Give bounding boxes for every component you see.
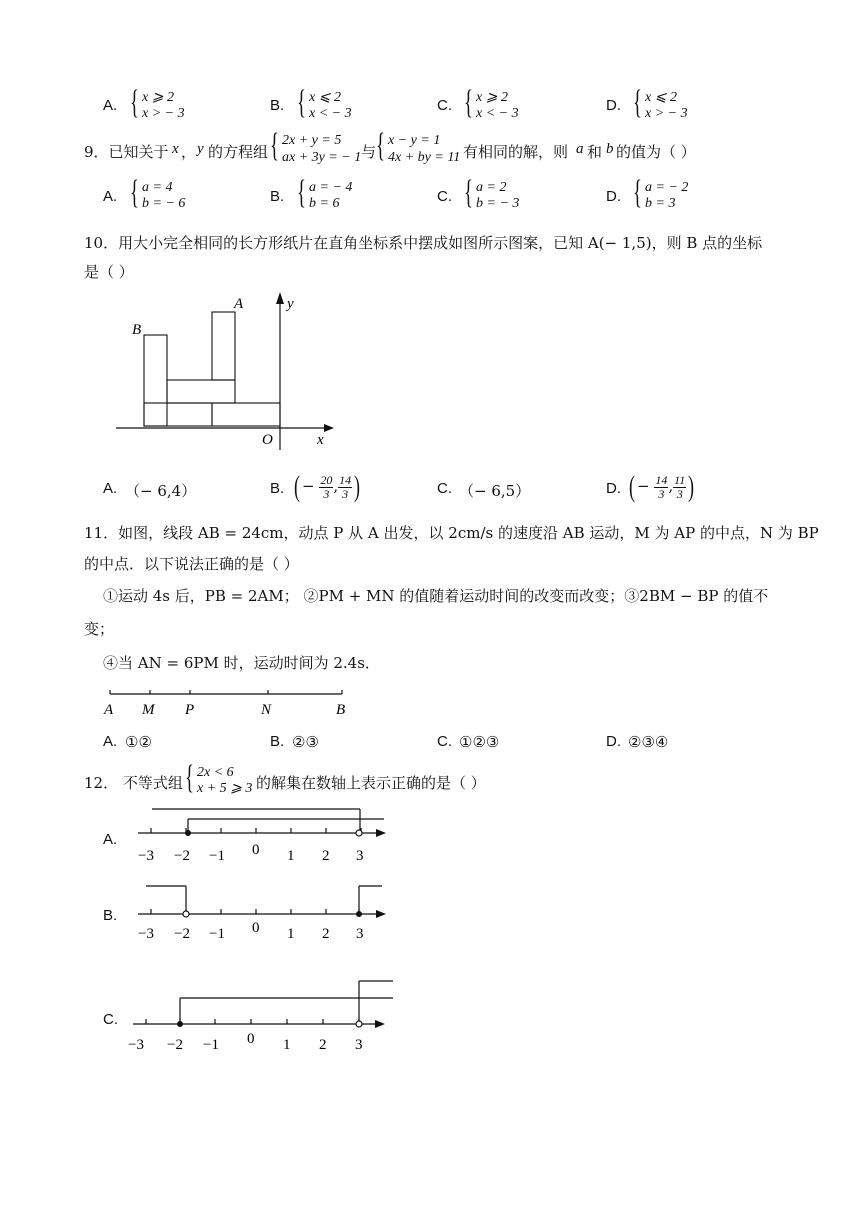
q9-prefix: 9．已知关于: [84, 143, 169, 161]
q12-prefix: 12． 不等式组: [84, 774, 183, 792]
q8-option-b-label[interactable]: B.: [270, 97, 285, 114]
q9-sys1-line1: 2x + y = 5: [282, 133, 342, 148]
q11-point-n: N: [261, 702, 272, 718]
q11-line-2: 的中点．以下说法正确的是（ ）: [84, 555, 299, 573]
q10-point-b-label: B: [132, 322, 142, 338]
q11-option-c-text: ①②③: [459, 733, 500, 751]
q10-option-c-text: （− 6,5）: [459, 482, 531, 500]
q9-option-c-label[interactable]: C.: [437, 188, 452, 205]
q11-line-5: ④当 AN = 6PM 时，运动时间为 2.4s．: [103, 654, 380, 672]
q12-a-tick-2: −1: [209, 848, 225, 864]
q12-b-tick-5: 2: [322, 926, 330, 942]
q9-sys2-line1: x − y = 1: [388, 133, 441, 148]
q9-var-x: x: [172, 141, 179, 157]
q12-b-tick-4: 1: [287, 926, 295, 942]
q11-option-b-text: ②③: [292, 733, 319, 751]
q10-d-sign: −: [637, 477, 650, 495]
q8-c-line1: x ⩾ 2: [476, 90, 508, 105]
q9-sys2-line2: 4x + by = 11: [388, 150, 461, 165]
q11-line-1: 11．如图，线段 AB = 24cm，动点 P 从 A 出发，以 2cm/s 的速度沿 AB 运动，M 为 AP 的中点，N 为 BP: [84, 524, 819, 542]
q10-option-a-label[interactable]: A.: [103, 480, 118, 497]
q12-b-tick-0: −3: [138, 926, 154, 942]
q10-y-axis-label: y: [287, 296, 294, 312]
q11-line-3: ①运动 4s 后，PB = 2AM； ②PM + MN 的值随着运动时间的改变而改变；③2BM − BP 的值不: [103, 587, 769, 605]
q10-option-b-label[interactable]: B.: [270, 480, 285, 497]
q11-option-d-label[interactable]: D.: [606, 733, 621, 750]
q10-option-a-text: （− 6,4）: [125, 482, 197, 500]
q10-x-axis-label: x: [317, 432, 324, 448]
q9-b-line1: a = − 4: [309, 180, 353, 195]
q10-line-1: 10．用大小完全相同的长方形纸片在直角坐标系中摆成如图所示图案，已知 A(− 1,5)，则 B 点的坐标: [84, 234, 763, 252]
q9-suffix-2: 的值为（ ）: [616, 143, 696, 161]
q10-rectangles-figure: [112, 288, 342, 458]
q8-a-line1: x ⩾ 2: [142, 90, 174, 105]
q12-a-tick-3: 0: [252, 842, 260, 858]
q8-b-line2: x < − 3: [309, 106, 352, 121]
q11-point-a: A: [104, 702, 114, 718]
q9-suffix-1: 有相同的解，则: [463, 143, 569, 161]
q8-option-a-label[interactable]: A.: [103, 97, 118, 114]
q11-point-b: B: [336, 702, 346, 718]
q11-option-b-label[interactable]: B.: [270, 733, 285, 750]
q12-c-tick-1: −2: [167, 1037, 183, 1053]
q11-line-4: 变；: [84, 620, 115, 638]
q9-b-line2: b = 6: [309, 196, 340, 211]
q8-a-line2: x > − 3: [142, 106, 185, 121]
q12-c-tick-0: −3: [128, 1037, 144, 1053]
q11-point-m: M: [142, 702, 155, 718]
q12-a-tick-6: 3: [356, 848, 364, 864]
q9-and: 和: [587, 143, 603, 161]
q12-a-tick-1: −2: [174, 848, 190, 864]
q12-option-a-numberline: [130, 800, 400, 870]
q10-line-2: 是（ ）: [84, 263, 134, 281]
q12-suffix: 的解集在数轴上表示正确的是（ ）: [256, 774, 486, 792]
q8-d-line2: x > − 3: [645, 106, 688, 121]
q11-option-c-label[interactable]: C.: [437, 733, 452, 750]
q12-option-b-numberline: [130, 880, 400, 942]
q10-b-frac-1: $\frac{20}{3}$: [320, 472, 333, 501]
q9-var-y: y: [197, 141, 204, 157]
q9-option-a-label[interactable]: A.: [103, 188, 118, 205]
q11-segment-figure: [100, 686, 360, 720]
q8-b-line1: x ⩽ 2: [309, 90, 341, 105]
q11-point-p: P: [185, 702, 195, 718]
q12-a-tick-0: −3: [138, 848, 154, 864]
q12-b-tick-1: −2: [174, 926, 190, 942]
q9-comma: ，: [181, 143, 197, 161]
q10-d-frac-1: $\frac{14}{3}$: [655, 472, 668, 501]
q9-joiner: 与: [361, 143, 377, 161]
q12-option-b-label[interactable]: B.: [103, 907, 118, 924]
q10-b-frac-2: $\frac{14}{3}$: [339, 472, 352, 501]
q12-a-tick-4: 1: [287, 848, 295, 864]
q11-option-d-text: ②③④: [628, 733, 669, 751]
q10-option-d-label[interactable]: D.: [606, 480, 621, 497]
q9-var-a: a: [576, 141, 584, 157]
q9-a-line2: b = − 6: [142, 196, 186, 211]
q10-option-b-value: ( − $\frac{20}{3}$ , $\frac{14}{3}$ ): [294, 470, 361, 503]
q9-option-b-label[interactable]: B.: [270, 188, 285, 205]
q10-option-c-label[interactable]: C.: [437, 480, 452, 497]
q12-c-tick-6: 3: [355, 1037, 363, 1053]
q9-d-line2: b = 3: [645, 196, 676, 211]
q8-c-line2: x < − 3: [476, 106, 519, 121]
q10-origin-label: O: [262, 432, 273, 448]
q11-option-a-text: ①②: [125, 733, 152, 751]
q9-a-line1: a = 4: [142, 180, 173, 195]
q9-sys1-line2: ax + 3y = − 1: [282, 150, 362, 165]
q12-option-c-label[interactable]: C.: [103, 1011, 118, 1028]
q12-c-tick-4: 1: [283, 1037, 291, 1053]
q9-c-line2: b = − 3: [476, 196, 520, 211]
q9-mid: 的方程组: [208, 143, 269, 161]
q12-c-tick-3: 0: [247, 1031, 255, 1047]
q12-c-tick-2: −1: [203, 1037, 219, 1053]
q9-d-line1: a = − 2: [645, 180, 689, 195]
q10-b-sign: −: [302, 477, 315, 495]
q10-point-a-label: A: [234, 296, 244, 312]
q12-b-tick-2: −1: [209, 926, 225, 942]
q10-d-frac-2: $\frac{11}{3}$: [674, 472, 686, 501]
q12-b-tick-6: 3: [356, 926, 364, 942]
q12-sys-line1: 2x < 6: [197, 765, 234, 780]
q9-var-b: b: [606, 141, 614, 157]
q12-option-a-label[interactable]: A.: [103, 831, 118, 848]
q12-c-tick-5: 2: [319, 1037, 327, 1053]
q9-option-d-label[interactable]: D.: [606, 188, 621, 205]
q8-d-line1: x ⩽ 2: [645, 90, 677, 105]
q9-c-line1: a = 2: [476, 180, 507, 195]
q11-option-a-label[interactable]: A.: [103, 733, 118, 750]
q8-option-c-label[interactable]: C.: [437, 97, 452, 114]
q10-option-d-value: ( − $\frac{14}{3}$ , $\frac{11}{3}$ ): [629, 470, 695, 503]
q12-a-tick-5: 2: [322, 848, 330, 864]
q12-sys-line2: x + 5 ⩾ 3: [197, 781, 253, 796]
q12-option-c-numberline: [125, 975, 400, 1055]
q12-b-tick-3: 0: [252, 920, 260, 936]
q8-option-d-label[interactable]: D.: [606, 97, 621, 114]
